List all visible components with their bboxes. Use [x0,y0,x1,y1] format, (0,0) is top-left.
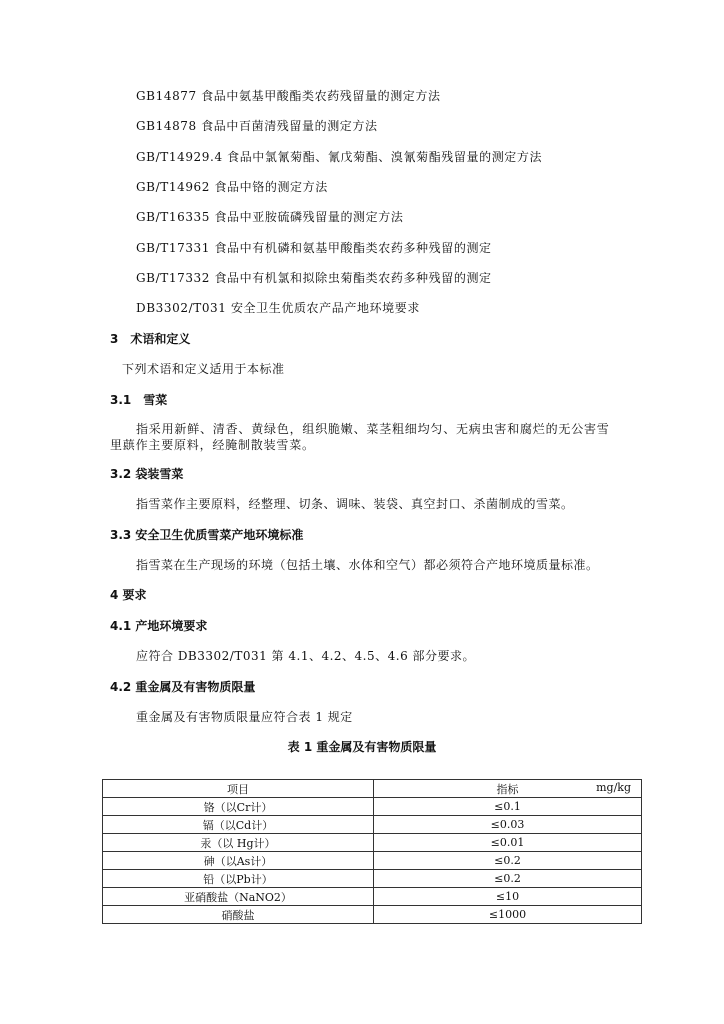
subsection-heading: 3.3 安全卫生优质雪菜产地环境标准 [110,528,304,542]
table-row [103,888,642,906]
table-row [103,834,642,852]
definition-text: 指雪菜在生产现场的环境（包括土壤、水体和空气）都必须符合产地环境质量标准。 [136,558,599,572]
row-value: ≤0.01 [374,834,642,852]
reference-item: GB/T17332 食品中有机氯和拟除虫菊酯类农药多种残留的测定 [136,271,492,285]
requirement-text: 重金属及有害物质限量应符合表 1 规定 [136,710,353,724]
subsection-heading: 4.1 产地环境要求 [110,619,208,633]
unit-label: mg/kg [596,780,631,794]
table-row [103,816,642,834]
row-value: ≤1000 [374,906,642,924]
requirement-text: 应符合 DB3302/T031 第 4.1、4.2、4.5、4.6 部分要求。 [136,649,476,663]
row-value: ≤10 [374,888,642,906]
row-item: 铅（以Pb计） [103,870,374,888]
table-caption: 表 1 重金属及有害物质限量 [287,740,437,754]
column-header-value-label: 指标 [496,782,519,796]
column-header-item: 项目 [103,780,374,798]
reference-item: GB14878 食品中百菌清残留量的测定方法 [136,119,378,133]
row-item: 硝酸盐 [103,906,374,924]
row-item: 汞（以 Hg计） [103,834,374,852]
reference-item: GB/T17331 食品中有机磷和氨基甲酸酯类农药多种残留的测定 [136,241,492,255]
reference-item: GB/T16335 食品中亚胺硫磷残留量的测定方法 [136,210,404,224]
row-value: ≤0.2 [374,870,642,888]
definition-text: 指采用新鲜、清香、黄绿色，组织脆嫩、菜茎粗细均匀、无病虫害和腐烂的无公害雪里蕻作主要原料，经腌制散装雪菜。 [110,422,610,452]
section-heading: 4 要求 [110,588,147,602]
reference-item: GB/T14929.4 食品中氯氰菊酯、氰戊菊酯、溴氰菊酯残留量的测定方法 [136,150,543,164]
limits-table [102,779,642,924]
reference-item: GB/T14962 食品中铬的测定方法 [136,180,328,194]
table-row [103,798,642,816]
column-header-value [374,780,642,798]
row-value: ≤0.2 [374,852,642,870]
section-intro: 下列术语和定义适用于本标准 [122,362,285,376]
row-item: 砷（以As计） [103,852,374,870]
table-row [103,906,642,924]
subsection-heading: 3.1 雪菜 [110,393,168,407]
row-item: 镉（以Cd计） [103,816,374,834]
definition-text: 指雪菜作主要原料，经整理、切条、调味、装袋、真空封口、杀菌制成的雪菜。 [136,497,574,511]
table-row [103,852,642,870]
table-row [103,870,642,888]
row-item: 铬（以Cr计） [103,798,374,816]
reference-item: DB3302/T031 安全卫生优质农产品产地环境要求 [136,301,420,315]
reference-item: GB14877 食品中氨基甲酸酯类农药残留量的测定方法 [136,89,441,103]
row-value: ≤0.03 [374,816,642,834]
row-value: ≤0.1 [374,798,642,816]
subsection-heading: 3.2 袋装雪菜 [110,467,184,481]
row-item: 亚硝酸盐（NaNO2） [103,888,374,906]
table-header-row [103,780,642,798]
section-heading: 3 术语和定义 [110,332,191,346]
subsection-heading: 4.2 重金属及有害物质限量 [110,680,256,694]
